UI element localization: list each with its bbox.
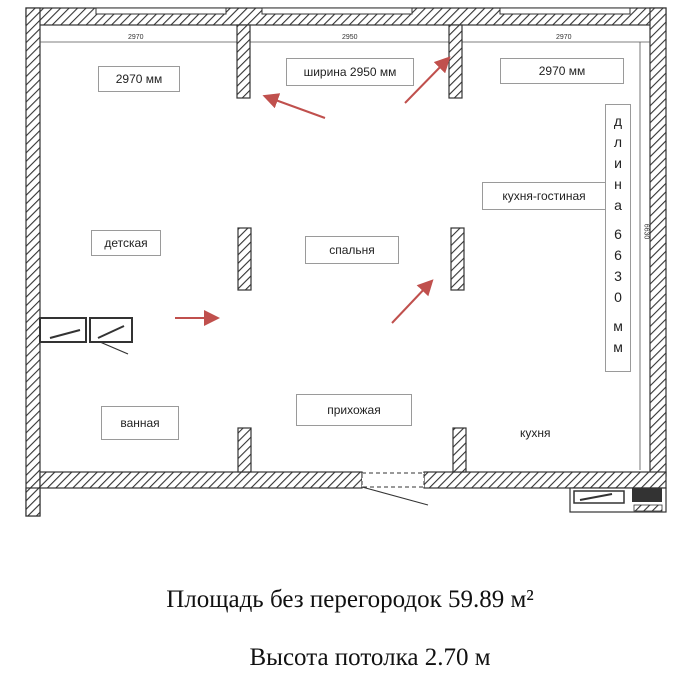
- label-bedroom: спальня: [305, 236, 399, 264]
- label-kitchen-living: кухня-гостиная: [482, 182, 606, 210]
- label-middle-width: ширина 2950 мм: [286, 58, 414, 86]
- length-char: а: [614, 197, 622, 213]
- label-nursery: детская: [91, 230, 161, 256]
- label-left-width: 2970 мм: [98, 66, 180, 92]
- length-char: м: [613, 339, 623, 355]
- dim-side: 6630: [642, 223, 650, 240]
- length-label: [605, 104, 631, 372]
- label-kitchen: кухня: [520, 426, 551, 440]
- dim-right: 2970: [556, 34, 572, 41]
- label-bathroom: ванная: [101, 406, 179, 440]
- bottom-left-stub: [26, 488, 40, 516]
- arrow-1: [270, 98, 325, 118]
- length-char: 0: [614, 289, 622, 305]
- length-char: м: [613, 318, 623, 334]
- arrow-4: [392, 285, 428, 323]
- label-hallway: прихожая: [296, 394, 412, 426]
- entrance-door: [362, 473, 424, 487]
- partition-top-2: [449, 25, 462, 98]
- left-wall: [26, 8, 40, 516]
- dim-left: 2970: [128, 34, 144, 41]
- window-right: [500, 8, 630, 14]
- right-wall: [650, 8, 666, 476]
- bath-fixture-2: [90, 318, 132, 342]
- partition-mid-1: [238, 228, 251, 290]
- bottom-wall-right: [424, 472, 666, 488]
- length-char: н: [614, 176, 622, 192]
- length-char: 6: [614, 226, 622, 242]
- partition-mid-2: [451, 228, 464, 290]
- height-caption: Высота потолка 2.70 м: [249, 644, 491, 671]
- area-caption: Площадь без перегородок 59.89 м²: [166, 586, 534, 613]
- length-char: 6: [614, 247, 622, 263]
- partition-bottom-2: [453, 428, 466, 472]
- length-char: и: [614, 155, 622, 171]
- length-char: 3: [614, 268, 622, 284]
- window-middle: [262, 8, 412, 14]
- label-right-width: 2970 мм: [500, 58, 624, 84]
- window-left: [96, 8, 226, 14]
- length-char: л: [613, 134, 623, 150]
- bottom-wall-left: [40, 472, 362, 488]
- length-char: д: [613, 113, 623, 129]
- partition-top-1: [237, 25, 250, 98]
- dim-middle: 2950: [342, 34, 358, 41]
- partition-bottom-1: [238, 428, 251, 472]
